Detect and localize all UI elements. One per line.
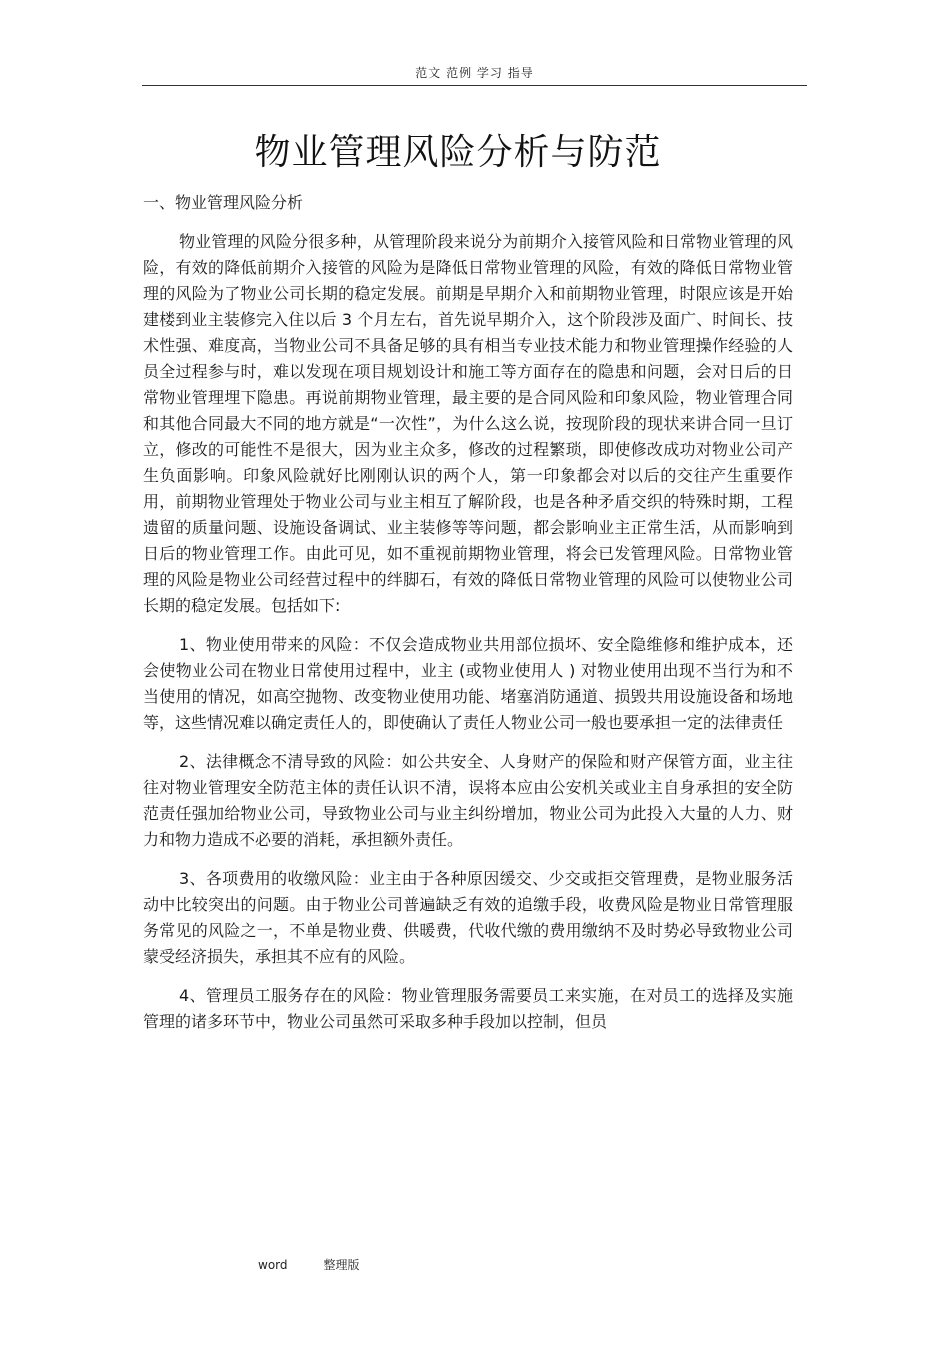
paragraph-risk-4: 4、管理员工服务存在的风险：物业管理服务需要员工来实施，在对员工的选择及实施管理的诸多环节中，物业公司虽然可采取多种手段加以控制，但员 (143, 986, 793, 1031)
section-heading: 一、物业管理风险分析 (143, 193, 304, 212)
document-body (143, 190, 793, 1048)
document-title: 物业管理风险分析与防范 (254, 132, 662, 173)
paragraph-intro: 物业管理的风险分很多种，从管理阶段来说分为前期介入接管风险和日常物业管理的风险，有效的降低前期介入接管的风险为是降低日常物业管理的风险，有效的降低日常物业管理的风险为了物业公司长期的稳定发展。前期是早期介入和前期物业管理，时限应该是开始建楼到业主装修完入住以后 3 个月左右，首先说早期介入，这个阶段涉及面广、时间长、技术性强、难度高，当物业公司不具备足够的具有相当专业技术能力和物业管理操作经验的人员全过程参与时，难以发现在项目规划设计和施工等方面存在的隐患和问题，会对日后的日常物业管理埋下隐患。再说前期物业管理，最主要的是合同风险和印象风险，物业管理合同和其他合同最大不同的地方就是“一次性”，为什么这么说，按现阶段的现状来讲合同一旦订立，修改的可能性不是很大，因为业主众多，修改的过程繁琐，即使修改成功对物业公司产生负面影响。印象风险就好比刚刚认识的两个人，第一印象都会对以后的交往产生重要作用，前期物业管理处于物业公司与业主相互了解阶段，也是各种矛盾交织的特殊时期，工程遗留的质量问题、设施设备调试、业主装修等等问题，都会影响业主正常生活，从而影响到日后的物业管理工作。由此可见，如不重视前期物业管理，将会已发管理风险。日常物业管理的风险是物业公司经营过程中的绊脚石，有效的降低日常物业管理的风险可以使物业公司长期的稳定发展。包括如下: (143, 232, 793, 615)
page-footer (258, 1256, 360, 1273)
footer-word-label: word (258, 1258, 288, 1272)
paragraph-risk-2: 2、法律概念不清导致的风险：如公共安全、人身财产的保险和财产保管方面，业主往往对物业管理安全防范主体的责任认识不清，误将本应由公安机关或业主自身承担的安全防范责任强加给物业公司，导致物业公司与业主纠纷增加，物业公司为此投入大量的人力、财力和物力造成不必要的消耗，承担额外责任。 (143, 752, 793, 849)
page-header: 范文 范例 学习 指导 (415, 66, 534, 80)
footer-edition-label: 整理版 (323, 1258, 360, 1272)
header-divider (142, 85, 807, 86)
paragraph-risk-3: 3、各项费用的收缴风险：业主由于各种原因缓交、少交或拒交管理费，是物业服务活动中比较突出的问题。由于物业公司普遍缺乏有效的追缴手段，收费风险是物业日常管理服务常见的风险之一，不单是物业费、供暖费，代收代缴的费用缴纳不及时势必导致物业公司蒙受经济损失，承担其不应有的风险。 (143, 869, 793, 966)
paragraph-risk-1: 1、物业使用带来的风险：不仅会造成物业共用部位损坏、安全隐维修和维护成本，还会使物业公司在物业日常使用过程中，业主 (或物业使用人 ) 对物业使用出现不当行为和不当使用的情况，如高空抛物、改变物业使用功能、堵塞消防通道、损毁共用设施设备和场地等，这些情况难以确定责任人的，即使确认了责任人物业公司一般也要承担一定的法律责任 (143, 635, 793, 732)
